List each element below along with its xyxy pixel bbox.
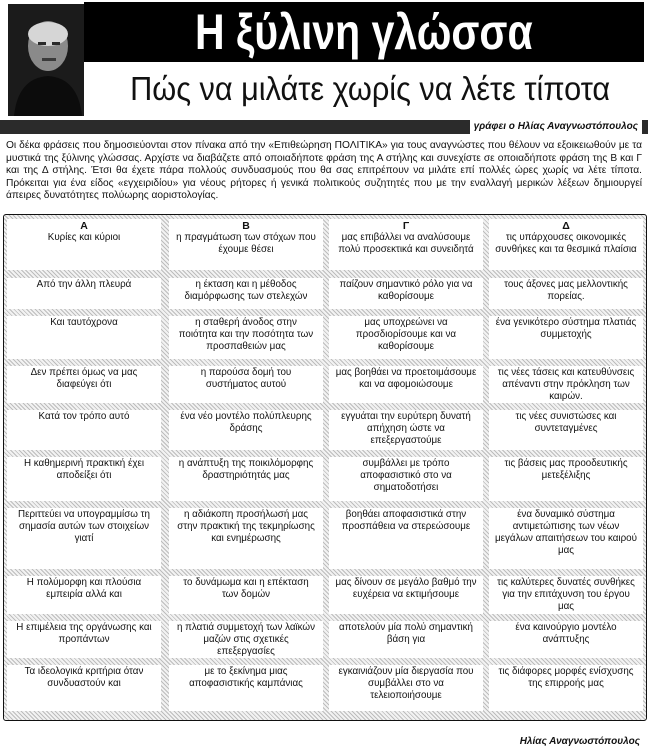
phrase-table	[3, 214, 647, 721]
table-cell: μας βοηθάει να προετοιμάσουμε και να αφομοιώσουμε	[329, 366, 483, 403]
table-cell: η αδιάκοπη προσήλωσή μας στην πρακτική της τεκμηρίωσης και ενημέρωσης	[169, 508, 323, 569]
table-cell: η έκταση και η μέθοδος διαμόρφωσης των στελεχών	[169, 278, 323, 309]
table-cell: τις καλύτερες δυνατές συνθήκες για την επιτάχυνση του έργου μας	[489, 576, 643, 614]
intro-paragraph: Οι δέκα φράσεις που δημοσιεύονται στον πίνακα από την «Επιθεώρηση ΠΟΛΙΤΙΚΑ» για τους αναγνώστες που θέλουν να εξοικειωθούν με τα μυστικά της ξύλινης γλώσσας. Αρχίστε να διαβάζετε από οποιαδήποτε φράση της Α στήλης και συνεχίστε σε οποιαδήποτε φράση της Β και Γ και της Δ στήλης. Έτσι θα έχετε πάρα πολλούς συνδυασμούς που θα σας επιτρέπουν να μιλάτε επί πολλές ώρες χωρίς να λέτε τίποτα. Πρόκειται για ένα είδος «εγχειριδίου» για νέους ρήτορες ή γενικά πολιτικούς συζητητές που με την εναλλαγή μερικών λέξεων δημιουργεί άπειρες δυνατότητες πολύωρης αοριστολογίας.	[6, 140, 642, 202]
table-cell: Κατά τον τρόπο αυτό	[7, 410, 161, 450]
table-cell: εγκαινιάζουν μία διεργασία που συμβάλλει στο να τελειοποιήσουμε	[329, 665, 483, 711]
table-cell: μας υποχρεώνει να προσδιορίσουμε και να καθορίσουμε	[329, 316, 483, 359]
table-cell: Από την άλλη πλευρά	[7, 278, 161, 309]
table-cell: η πλατιά συμμετοχή των λαϊκών μαζών στις σχετικές επεξεργασίες	[169, 621, 323, 658]
table-cell: τις νέες τάσεις και κατευθύνσεις απέναντι στην πρόκληση των καιρών.	[489, 366, 643, 403]
table-cell: εγγυάται την ευρύτερη δυνατή απήχηση ώστε να επεξεργαστούμε	[329, 410, 483, 450]
byline: γράφει ο Ηλίας Αναγνωστόπουλος	[470, 120, 642, 134]
table-cell: παίζουν σημαντικό ρόλο για να καθορίσουμε	[329, 278, 483, 309]
author-signature: Ηλίας Αναγνωστόπουλος	[519, 736, 640, 747]
column-header: Δ	[489, 219, 643, 232]
header	[0, 0, 648, 118]
table-cell: Η επιμέλεια της οργάνωσης και προπάντων	[7, 621, 161, 658]
subtitle-area	[96, 64, 644, 114]
column-header: Β	[169, 219, 323, 232]
table-cell: τις νέες συνιστώσες και συντεταγμένες	[489, 410, 643, 450]
table-cell: Η πολύμορφη και πλούσια εμπειρία αλλά και	[7, 576, 161, 614]
table-cell: Κυρίες και κύριοι	[7, 231, 161, 270]
table-cell: η παρούσα δομή του συστήματος αυτού	[169, 366, 323, 403]
table-cell: μας επιβάλλει να αναλύσουμε πολύ προσεκτικά και συνειδητά	[329, 231, 483, 270]
table-cell: τις διάφορες μορφές ενίσχυσης της επιρροής μας	[489, 665, 643, 711]
table-cell: συμβάλλει με τρόπο αποφασιστικό στο να σηματοδοτήσει	[329, 457, 483, 501]
table-cell: η ανάπτυξη της ποικιλόμορφης δραστηριότητάς μας	[169, 457, 323, 501]
table-cell: ένα νέο μοντέλο πολύπλευρης δράσης	[169, 410, 323, 450]
title-band	[84, 2, 644, 62]
table-cell: Δεν πρέπει όμως να μας διαφεύγει ότι	[7, 366, 161, 403]
column-header: Γ	[329, 219, 483, 232]
table-cell: το δυνάμωμα και η επέκταση των δομών	[169, 576, 323, 614]
table-cell: ένα καινούργιο μοντέλο ανάπτυξης	[489, 621, 643, 658]
table-cell: αποτελούν μία πολύ σημαντική βάση για	[329, 621, 483, 658]
table-cell: ένα γενικότερο σύστημα πλατιάς συμμετοχής	[489, 316, 643, 359]
table-cell: τις υπάρχουσες οικονομικές συνθήκες και τα θεσμικά πλαίσια	[489, 231, 643, 270]
table-cell: τις βάσεις μας προοδευτικής μετεξέλιξης	[489, 457, 643, 501]
table-cell: Περιττεύει να υπογραμμίσω τη σημασία αυτών των στοιχείων γιατί	[7, 508, 161, 569]
table-cell: βοηθάει αποφασιστικά στην προσπάθεια να στερεώσουμε	[329, 508, 483, 569]
table-cell: μας δίνουν σε μεγάλο βαθμό την ευχέρεια να εκτιμήσουμε	[329, 576, 483, 614]
table-cell: η πραγμάτωση των στόχων που έχουμε θέσει	[169, 231, 323, 270]
column-header: Α	[7, 219, 161, 232]
table-cell: Και ταυτόχρονα	[7, 316, 161, 359]
table-cell: Τα ιδεολογικά κριτήρια όταν συνδυαστούν και	[7, 665, 161, 711]
page-subtitle: Πώς να μιλάτε χωρίς να λέτε τίποτα	[129, 70, 611, 107]
table-cell: ένα δυναμικό σύστημα αντιμετώπισης των νέων μεγάλων απαιτήσεων του καιρού μας	[489, 508, 643, 569]
page-title: Η ξύλινη γλώσσα	[195, 4, 533, 60]
table-cell: Η καθημερινή πρακτική έχει αποδείξει ότι	[7, 457, 161, 501]
byline-bar	[0, 120, 648, 134]
author-photo	[8, 4, 84, 116]
table-cell: η σταθερή άνοδος στην ποιότητα και την ποσότητα των προσπαθειών μας	[169, 316, 323, 359]
table-cell: τους άξονες μας μελλοντικής πορείας.	[489, 278, 643, 309]
table-cell: με το ξεκίνημα μιας αποφασιστικής καμπάνιας	[169, 665, 323, 711]
